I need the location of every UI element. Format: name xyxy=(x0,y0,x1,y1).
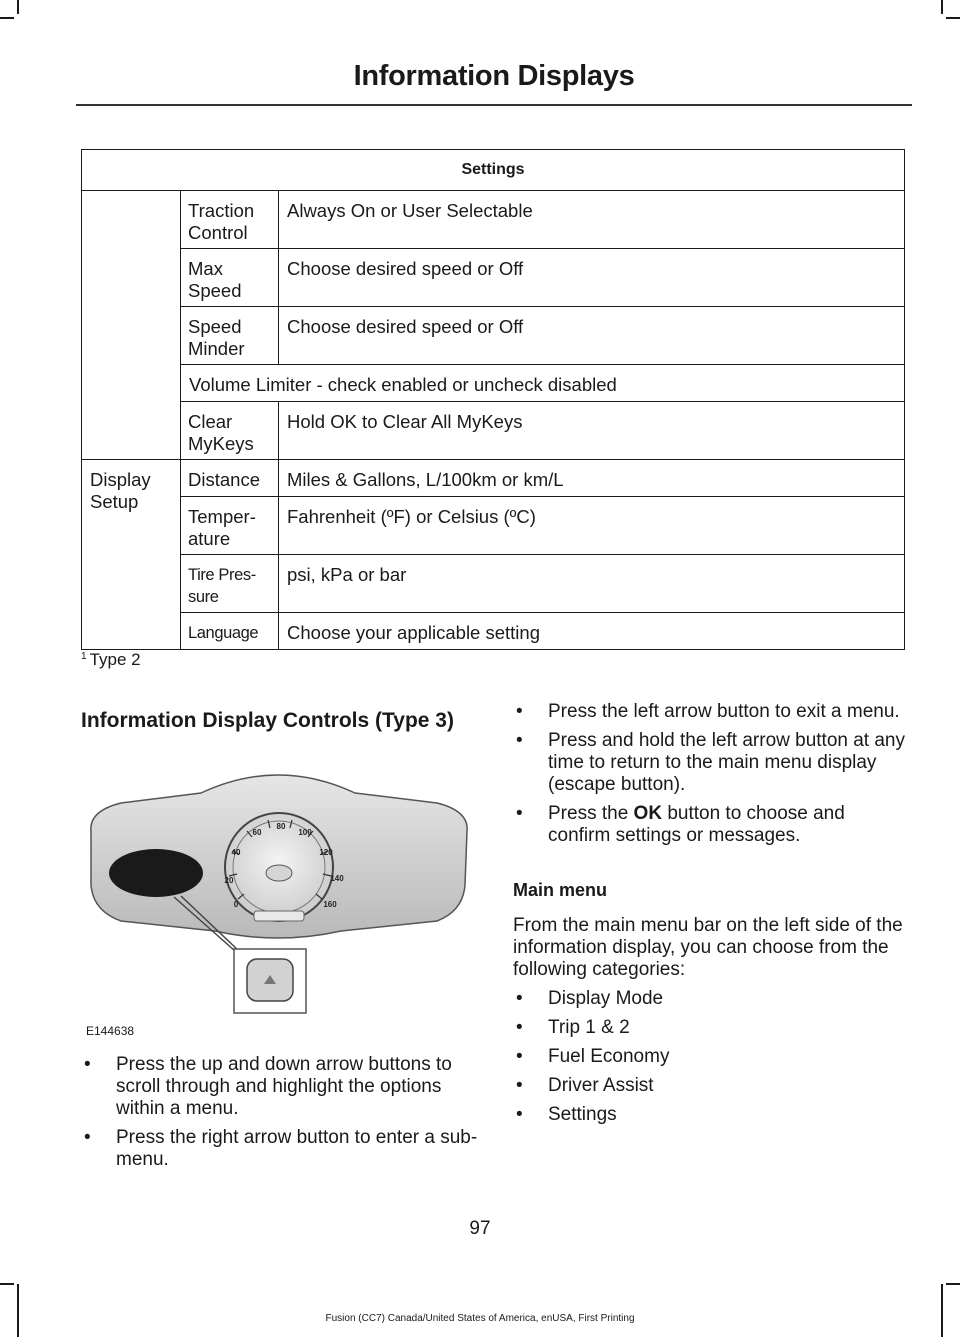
footnote xyxy=(81,650,141,670)
value-cell: Choose desired speed or Off xyxy=(279,249,905,307)
instrument-cluster-figure xyxy=(81,763,475,1025)
list-item-text: button to choose and confirm settings or messages. xyxy=(548,803,845,846)
crop-mark xyxy=(941,1284,943,1337)
list-item: • Press the up and down arrow buttons to scroll through and highlight the options within a menu. xyxy=(81,1054,481,1120)
crop-mark xyxy=(946,17,960,19)
table-header-row xyxy=(82,150,905,191)
table-row xyxy=(82,402,905,460)
crop-mark xyxy=(17,0,19,14)
gauge-tick-label: 100 xyxy=(298,828,312,837)
table-row xyxy=(82,307,905,365)
gauge-tick-label: 20 xyxy=(224,876,234,885)
main-menu-list xyxy=(513,988,911,1133)
value-cell: Fahrenheit (ºF) or Celsius (ºC) xyxy=(279,497,905,555)
value-cell: Volume Limiter - check enabled or uncheck disabled xyxy=(181,365,905,402)
gauge-tick-label: 40 xyxy=(231,848,241,857)
table-row xyxy=(82,191,905,249)
figure-code: E144638 xyxy=(86,1024,135,1038)
page-title: Information Displays xyxy=(353,60,635,92)
group-cell: Display Setup xyxy=(82,460,181,650)
item-cell: Language xyxy=(181,613,279,650)
main-menu-heading: Main menu xyxy=(513,880,608,900)
page-number: 97 xyxy=(469,1218,491,1239)
crop-mark xyxy=(0,17,14,19)
instrument-cluster-illustration xyxy=(81,763,475,1025)
gauge-tick-label: 80 xyxy=(276,822,286,831)
table-row xyxy=(82,497,905,555)
footnote-marker: 1 xyxy=(81,651,87,662)
list-item-text: Press the xyxy=(548,803,634,824)
list-item: • Settings xyxy=(513,1104,911,1126)
table-row xyxy=(82,460,905,497)
crop-mark xyxy=(941,0,943,14)
value-cell: Miles & Gallons, L/100km or km/L xyxy=(279,460,905,497)
value-cell: Hold OK to Clear All MyKeys xyxy=(279,402,905,460)
item-cell: Temper-ature xyxy=(181,497,279,555)
main-menu-intro: From the main menu bar on the left side of the information display, you can choose from the following categories: xyxy=(513,915,903,980)
value-cell: Choose your applicable setting xyxy=(279,613,905,650)
gauge-tick-label: 120 xyxy=(319,848,333,857)
item-cell: Clear MyKeys xyxy=(181,402,279,460)
table-row xyxy=(82,555,905,613)
header-rule xyxy=(76,104,912,106)
list-item: • Driver Assist xyxy=(513,1075,911,1097)
group-cell xyxy=(82,191,181,460)
footer-text: Fusion (CC7) Canada/United States of America, enUSA, First Printing xyxy=(325,1313,635,1324)
table-heading: Settings xyxy=(82,150,905,191)
gauge-tick-label: 60 xyxy=(252,828,262,837)
ok-label: OK xyxy=(633,803,663,824)
value-cell: Always On or User Selectable xyxy=(279,191,905,249)
list-item: • Press and hold the left arrow button at any time to return to the main menu display (escape button). xyxy=(513,730,911,796)
crop-mark xyxy=(17,1284,19,1337)
gauge-tick-label: 140 xyxy=(330,874,344,883)
list-item: • Fuel Economy xyxy=(513,1046,911,1068)
value-cell: Choose desired speed or Off xyxy=(279,307,905,365)
section-title: Information Display Controls (Type 3) xyxy=(81,709,454,732)
brand-emblem xyxy=(266,865,292,881)
item-cell: Max Speed xyxy=(181,249,279,307)
gauge-tick-label: 0 xyxy=(233,900,239,909)
table-row xyxy=(82,365,905,402)
list-item: • Display Mode xyxy=(513,988,911,1010)
control-bullets-right xyxy=(513,701,911,854)
list-item xyxy=(513,803,911,847)
item-cell: Speed Minder xyxy=(181,307,279,365)
item-cell: Tire Pres-sure xyxy=(181,555,279,613)
list-item: • Trip 1 & 2 xyxy=(513,1017,911,1039)
value-cell: psi, kPa or bar xyxy=(279,555,905,613)
footnote-text: Type 2 xyxy=(89,650,141,669)
gauge-tick-label: 160 xyxy=(323,900,337,909)
control-bullets-left xyxy=(81,1054,481,1178)
settings-table xyxy=(81,149,905,650)
table-row xyxy=(82,613,905,650)
item-cell: Traction Control xyxy=(181,191,279,249)
crop-mark xyxy=(946,1283,960,1285)
item-cell: Distance xyxy=(181,460,279,497)
information-display-highlight xyxy=(109,849,203,897)
table-row xyxy=(82,249,905,307)
list-item: • Press the left arrow button to exit a menu. xyxy=(513,701,911,723)
crop-mark xyxy=(0,1283,14,1285)
list-item: • Press the right arrow button to enter a sub-menu. xyxy=(81,1127,481,1171)
